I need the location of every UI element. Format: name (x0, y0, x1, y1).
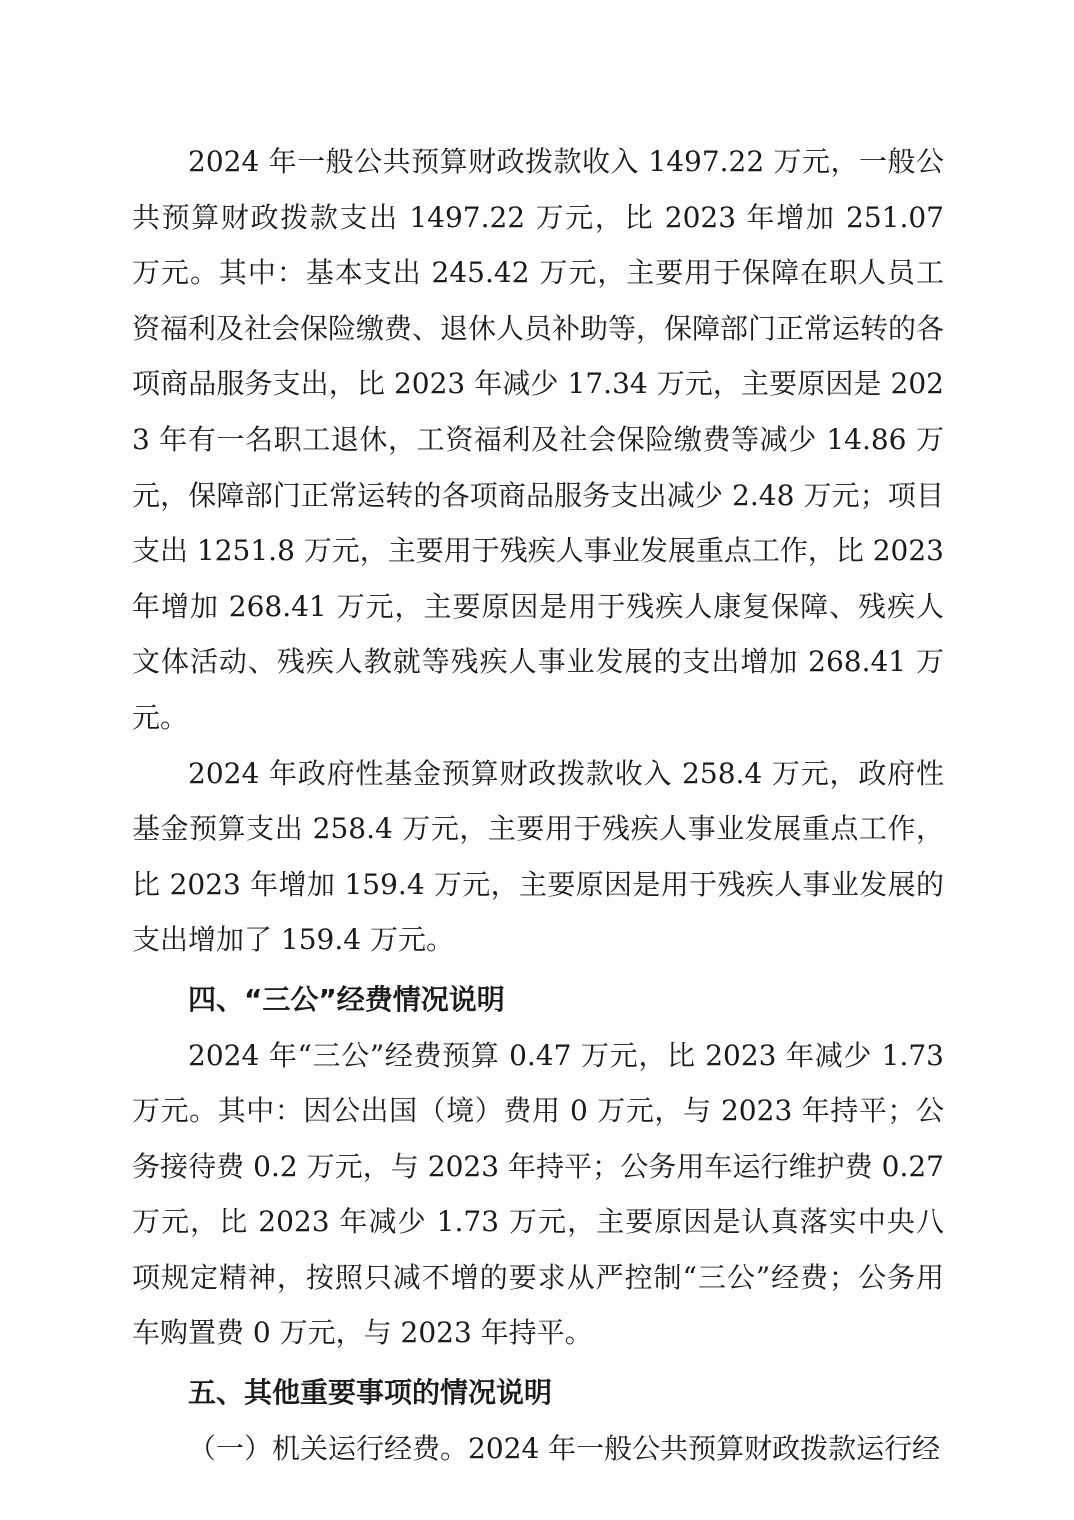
paragraph-government-fund: 2024 年政府性基金预算财政拨款收入 258.4 万元，政府性基金预算支出 258.4 万元，主要用于残疾人事业发展重点工作，比 2023 年增加 159.4 万元，主要原因是用于残疾人事业发展的支出增加了 159.4 万元。 (132, 756, 944, 957)
section-heading-other-matters: 五、其他重要事项的情况说明 (188, 1376, 553, 1410)
section-heading-three-public: 四、“三公”经费情况说明 (188, 982, 505, 1016)
paragraph-operating-expenses: （一）机关运行经费。2024 年一般公共预算财政拨款运行经 (188, 1431, 941, 1465)
paragraph-three-public: 2024 年“三公”经费预算 0.47 万元，比 2023 年减少 1.73 万元。其中：因公出国（境）费用 0 万元，与 2023 年持平；公务接待费 0.2 万元，与 2023 年持平；公务用车运行维护费 0.27 万元，比 2023 年减少 1.73 万元，主要原因是认真落实中央八项规定精神，按照只减不增的要求从严控制“三公”经费；公务用车购置费 0 万元，与 2023 年持平。 (132, 1038, 944, 1350)
document-body (132, 134, 944, 1476)
paragraph-general-budget: 2024 年一般公共预算财政拨款收入 1497.22 万元，一般公共预算财政拨款支出 1497.22 万元，比 2023 年增加 251.07 万元。其中：基本支出 245.42 万元，主要用于保障在职人员工资福利及社会保险缴费、退休人员补助等，保障部门正常运转的各项商品服务支出，比 2023 年减少 17.34 万元，主要原因是 2023 年有一名职工退休，工资福利及社会保险缴费等减少 14.86 万元，保障部门正常运转的各项商品服务支出减少 2.48 万元；项目支出 1251.8 万元，主要用于残疾人事业发展重点工作，比 2023 年增加 268.41 万元，主要原因是用于残疾人康复保障、残疾人文体活动、残疾人教就等残疾人事业发展的支出增加 268.41 万元。 (132, 145, 945, 734)
